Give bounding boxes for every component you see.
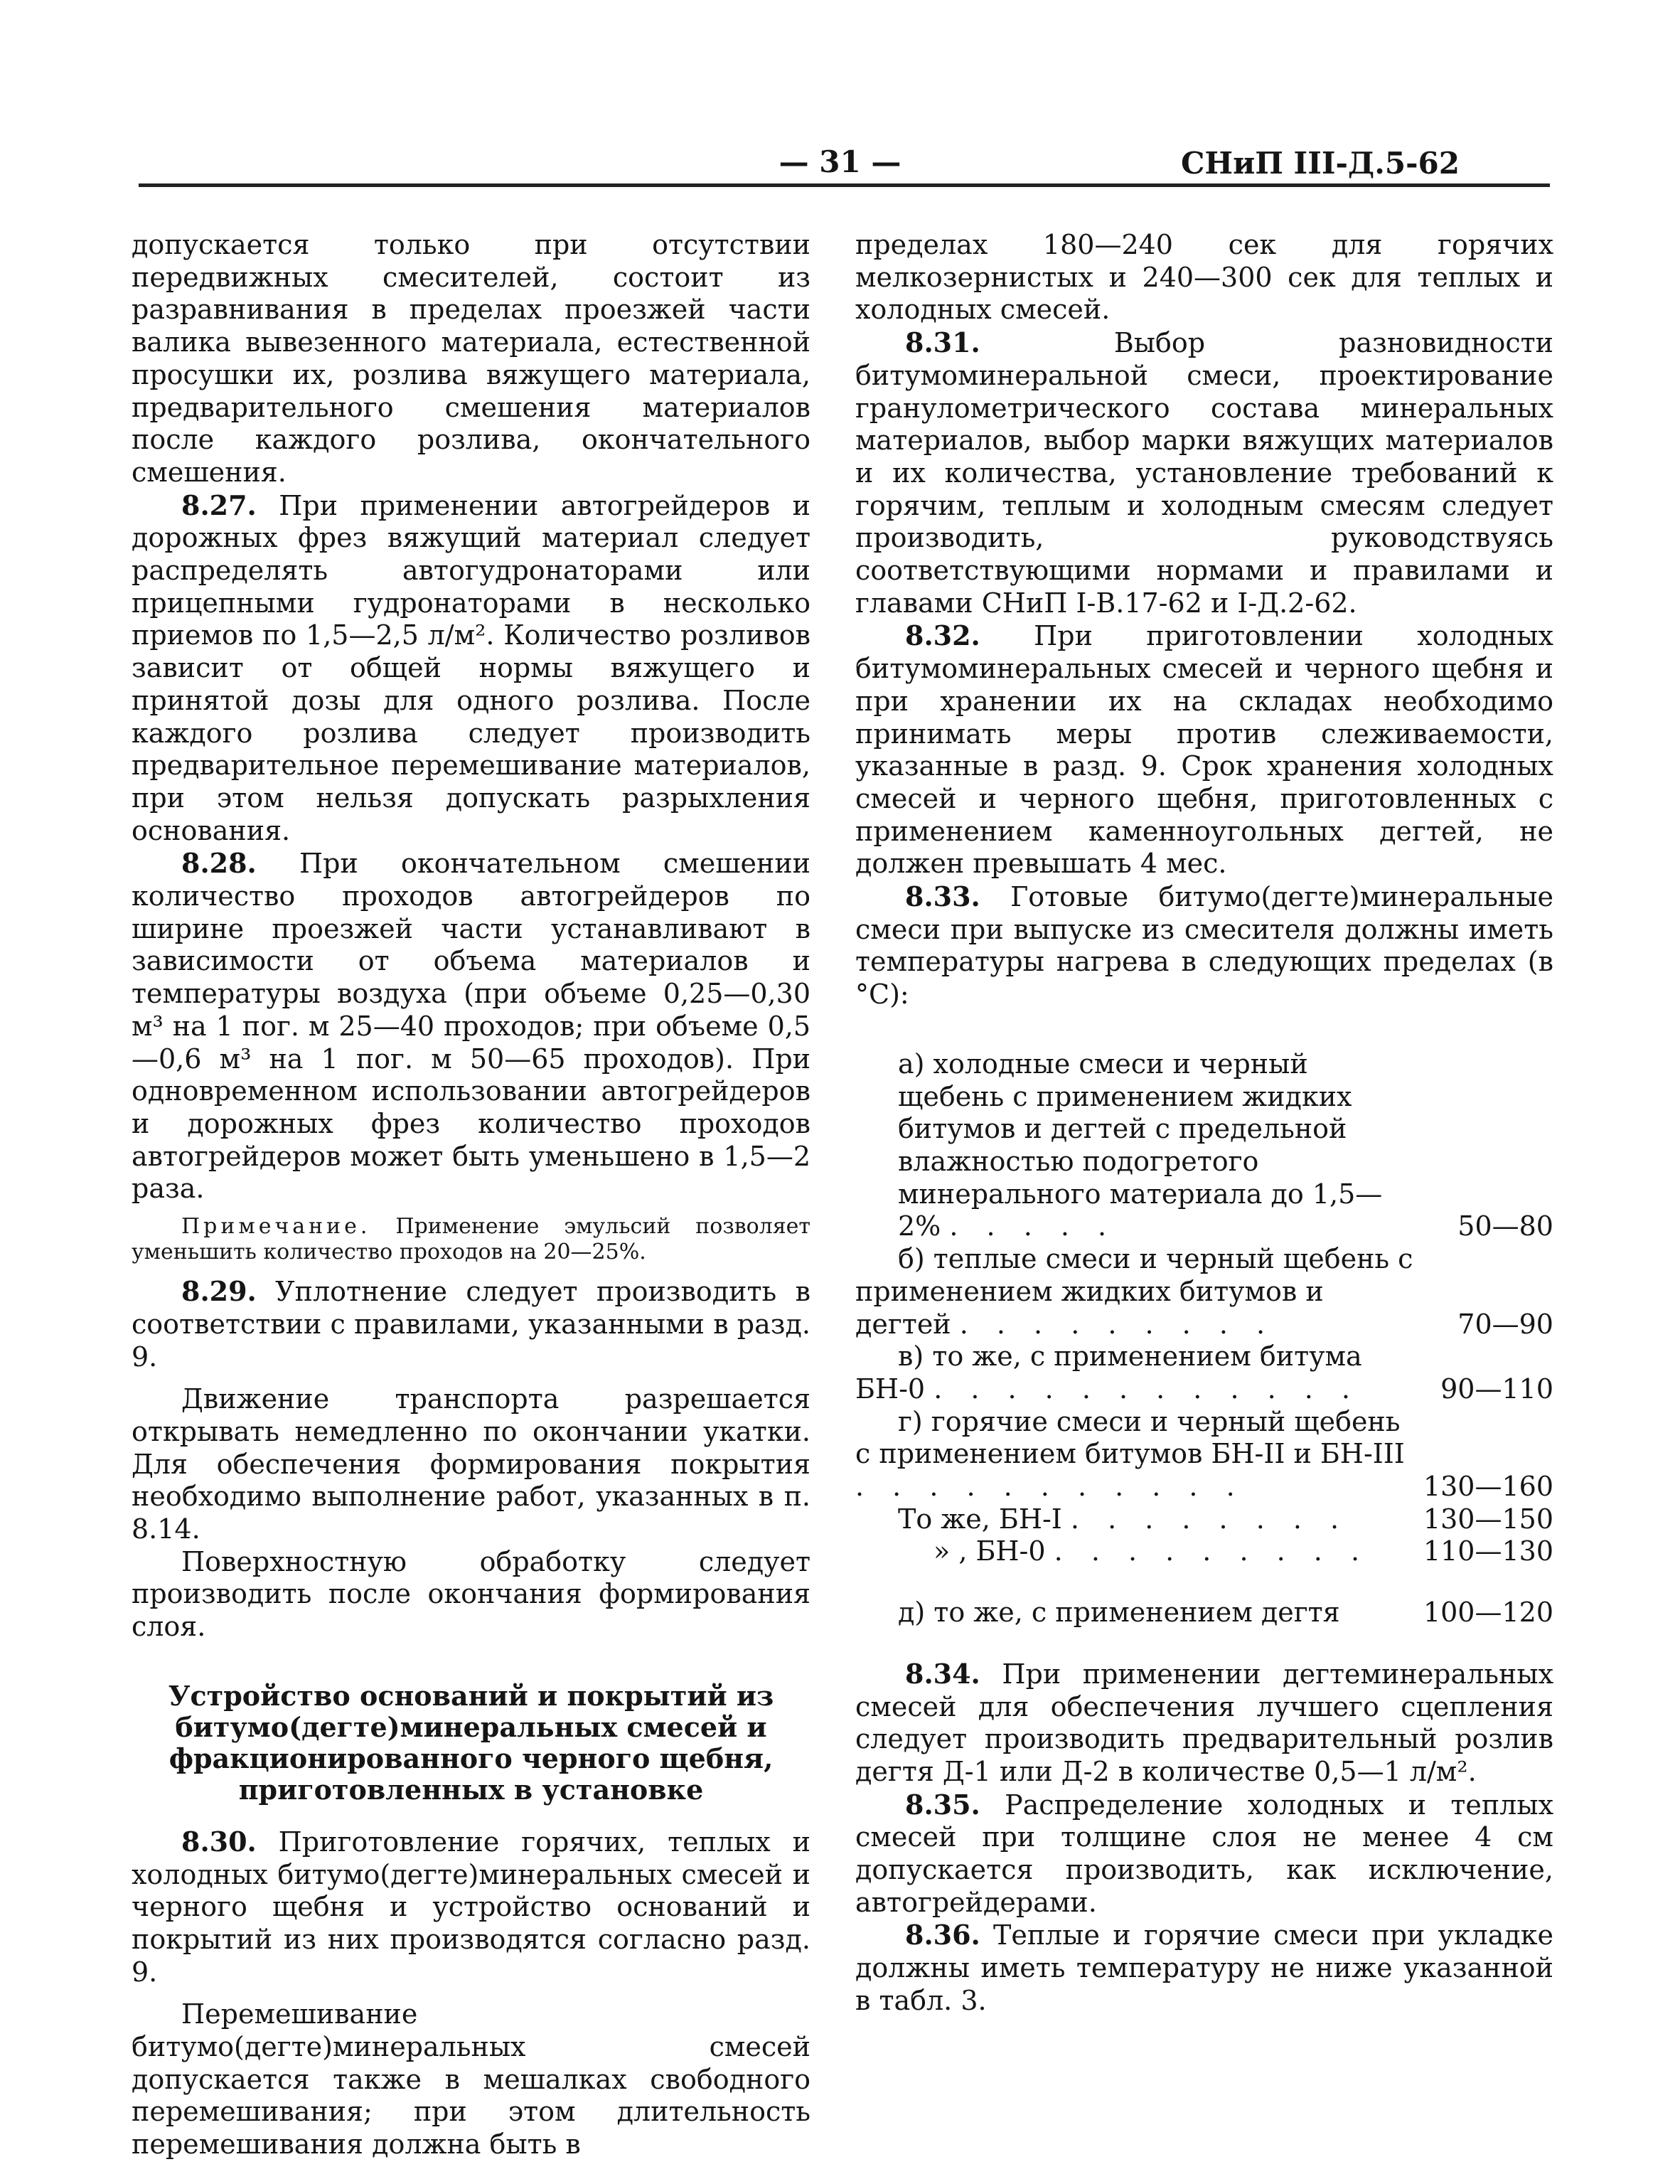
section-heading: Устройство оснований и покрытий из битумо(дегте)минеральных смесей и фракционированного черного щебня, приготовленных в установке <box>168 1679 774 1806</box>
clause-number: 8.31. <box>905 326 980 359</box>
paragraph-8-31 <box>855 326 1553 619</box>
paragraph-traffic: Движение транспорта разрешается открывать немедленно по окончании укатки. Для обеспечения формирования покрытия необходимо выполнение работ, указанных в п. 8.14. <box>132 1383 810 1545</box>
temperature-item <box>855 1048 1553 1243</box>
paragraph-surface-treatment: Поверхностную обработку следует производить после окончания формирования слоя. <box>132 1545 810 1643</box>
right-column <box>855 229 1553 2018</box>
temperature-item <box>855 1535 1553 1568</box>
paragraph-8-30 <box>132 1826 810 1989</box>
paragraph-8-35 <box>855 1789 1553 1919</box>
document-code: СНиП III-Д.5-62 <box>1181 146 1460 181</box>
paragraph-8-32 <box>855 619 1553 880</box>
item-value: 130—150 <box>1423 1503 1553 1535</box>
clause-number: 8.36. <box>905 1919 980 1951</box>
clause-number: 8.30. <box>181 1825 257 1858</box>
item-value: 70—90 <box>1457 1308 1553 1340</box>
temperature-item <box>855 1406 1553 1503</box>
clause-text: Уплотнение следует производить в соответствии с правилами, указанными в разд. 9. <box>132 1276 810 1373</box>
leader-dots: . . . . . . . . <box>1070 1503 1349 1535</box>
paragraph-8-33 <box>855 880 1553 1011</box>
temperature-list <box>855 1048 1553 1629</box>
clause-text: Приготовление горячих, теплых и холодных битумо(дегте)минеральных смесей и черного щебня и устройство оснований и покрытий из них производятся согласно разд. 9. <box>132 1826 810 1988</box>
temperature-item <box>855 1503 1553 1536</box>
clause-text: При применении дегтеминеральных смесей для обеспечения лучшего сцепления следует производить предварительный розлив дегтя Д-1 или Д-2 в количестве 0,5—1 л/м². <box>855 1658 1553 1787</box>
item-text: » , БН-0 <box>933 1535 1046 1567</box>
paragraph-8-36 <box>855 1919 1553 2017</box>
leader-dots: . . . . . . . . . <box>959 1308 1275 1340</box>
item-text: в) то же, с применением битума БН-0 <box>855 1341 1362 1405</box>
clause-number: 8.32. <box>905 619 980 652</box>
clause-text: Выбор разновидности битумоминеральной смеси, проектирование гранулометрического состава минеральных материалов, выбор марки вяжущих материалов и их количества, установление требований к горячим, теплым и холодным смесям следует производить, руководствуясь соответствующими нормами и правилами и главами СНиП I-В.17-62 и I-Д.2-62. <box>855 327 1553 619</box>
paragraph-8-28 <box>132 847 810 1205</box>
item-text: д) то же, с применением дегтя <box>898 1597 1340 1629</box>
clause-number: 8.35. <box>905 1788 980 1821</box>
clause-text: Теплые и горячие смеси при укладке должны иметь температуру не ниже указанной в табл. 3. <box>855 1919 1553 2016</box>
temperature-item <box>855 1243 1553 1341</box>
clause-text: Готовые битумо(дегте)минеральные смеси при выпуске из смесителя должны иметь температуры нагрева в следующих пределах (в °C): <box>855 881 1553 1011</box>
leader-dots: . . . . . <box>949 1210 1117 1242</box>
item-value: 130—160 <box>1423 1471 1553 1503</box>
page-number: — 31 — <box>779 144 901 179</box>
clause-number: 8.29. <box>181 1275 257 1308</box>
note <box>132 1214 810 1265</box>
clause-number: 8.34. <box>905 1657 980 1690</box>
temperature-item <box>855 1341 1553 1405</box>
clause-number: 8.33. <box>905 880 980 913</box>
item-text: б) теплые смеси и черный щебень с применением жидких битумов и дегтей <box>855 1243 1413 1340</box>
item-value: 100—120 <box>1423 1597 1553 1629</box>
item-value: 110—130 <box>1423 1535 1553 1567</box>
clause-text: Распределение холодных и теплых смесей при толщине слоя не менее 4 см допускается производить, как исключение, автогрейдерами. <box>855 1789 1553 1918</box>
temperature-item <box>855 1597 1553 1629</box>
clause-text: При окончательном смешении количество проходов автогрейдеров по ширине проезжей части устанавливают в зависимости от объема материалов и температуры воздуха (при объеме 0,25—0,30 м³ на 1 пог. м 25—40 проходов; при объеме 0,5—0,6 м³ на 1 пог. м 50—65 проходов). При одновременном использовании автогрейдеров и дорожных фрез количество проходов автогрейдеров может быть уменьшено в 1,5—2 раза. <box>132 848 810 1205</box>
header-rule <box>139 183 1550 187</box>
item-text: То же, БН-I <box>898 1503 1062 1535</box>
item-value: 50—80 <box>1457 1210 1553 1242</box>
paragraph-8-34 <box>855 1658 1553 1789</box>
paragraph-8-29 <box>132 1275 810 1373</box>
paragraph-continued: пределах 180—240 сек для горячих мелкозернистых и 240—300 сек для теплых и холодных смесей. <box>855 229 1553 326</box>
note-label: Примечание. <box>181 1214 371 1240</box>
clause-number: 8.27. <box>181 489 257 521</box>
item-text: г) горячие смеси и черный щебень с применением битумов БН-II и БН-III <box>855 1405 1405 1470</box>
note-text: Применение эмульсий позволяет уменьшить количество проходов на 20—25%. <box>132 1214 810 1265</box>
clause-text: При приготовлении холодных битумоминеральных смесей и черного щебня и при хранении их на складах необходимо принимать меры против слеживаемости, указанные в разд. 9. Срок хранения холодных смесей и черного щебня, приготовленных с применением каменноугольных дегтей, не должен превышать 4 мес. <box>855 620 1553 880</box>
paragraph-8-27 <box>132 489 810 848</box>
leader-dots: . . . . . . . . . . . <box>855 1471 1245 1503</box>
leader-dots: . . . . . . . . . <box>1054 1535 1370 1567</box>
paragraph-mixing: Перемешивание битумо(дегте)минеральных смесей допускается также в мешалках свободного перемешивания; при этом длительность перемешивания должна быть в <box>132 1998 810 2161</box>
leader-dots: . . . . . . . . . . . . <box>933 1373 1361 1405</box>
clause-text: При применении автогрейдеров и дорожных фрез вяжущий материал следует распределять автогудронаторами или прицепными гудронаторами в несколько приемов по 1,5—2,5 л/м². Количество розливов зависит от общей нормы вяжущего и принятой дозы для одного розлива. После каждого розлива следует производить предварительное перемешивание материалов, при этом нельзя допускать разрыхления основания. <box>132 489 810 846</box>
left-column <box>132 229 810 2161</box>
clause-number: 8.28. <box>181 847 257 880</box>
item-text: а) холодные смеси и черный щебень с применением жидких битумов и дегтей с предельной влажностью подогретого минерального материала до 1,5—2% <box>898 1048 1383 1242</box>
item-value: 90—110 <box>1440 1373 1553 1405</box>
paragraph-continued: допускается только при отсутствии передвижных смесителей, состоит из разравнивания в пределах проезжей части валика вывезенного материала, естественной просушки их, розлива вяжущего материала, предварительного смешения материалов после каждого розлива, окончательного смешения. <box>132 229 810 488</box>
